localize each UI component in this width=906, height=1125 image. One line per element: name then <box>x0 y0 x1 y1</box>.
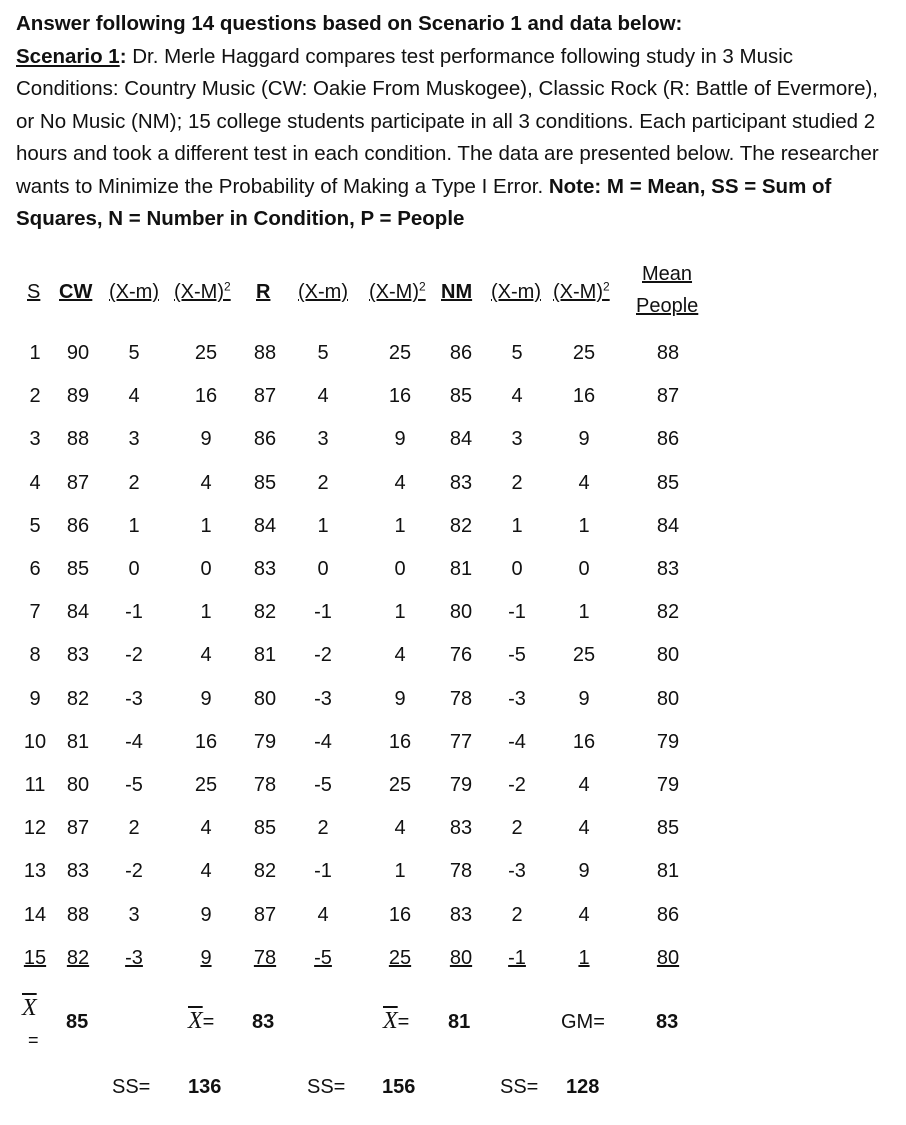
cell-nm-dev: -3 <box>508 860 526 883</box>
cell-subject: 3 <box>29 428 41 451</box>
scenario-colon: : <box>119 44 127 68</box>
cell-r: 87 <box>253 903 277 926</box>
scenario-description <box>16 8 901 236</box>
cell-r: 83 <box>253 558 277 580</box>
cell-nm-dev-sq: 4 <box>578 903 590 926</box>
cell-subject: 7 <box>29 601 41 624</box>
cell-cw: 87 <box>66 471 90 494</box>
cell-nm-dev: -3 <box>508 687 526 710</box>
ss-label-nm: SS= <box>500 1076 539 1098</box>
header-xm2-nm: $(X-M)^2$ <box>553 279 610 303</box>
cell-nm-dev: -4 <box>508 730 526 753</box>
cell-nm-dev-sq: 25 <box>572 644 596 667</box>
cell-nm-dev-sq: 1 <box>578 946 590 969</box>
cell-r-dev-sq: 1 <box>394 860 406 883</box>
cell-cw-dev: 0 <box>128 558 140 580</box>
cell-mean-people: 87 <box>656 385 680 408</box>
cell-cw-dev-sq: 9 <box>200 428 212 451</box>
cell-r-dev-sq: 25 <box>388 774 412 796</box>
cell-cw-dev: -5 <box>125 774 143 796</box>
header-mean: Mean <box>642 263 693 285</box>
cell-nm: 83 <box>449 817 473 840</box>
cell-cw-dev: 2 <box>128 817 140 840</box>
cell-r-dev: -5 <box>314 946 332 969</box>
cell-nm-dev-sq: 9 <box>578 860 590 883</box>
cell-nm-dev: -2 <box>508 774 526 796</box>
mean-nm-value: 81 <box>448 1011 471 1033</box>
mean-nm-label: $\overline{X}=$ <box>383 1008 410 1034</box>
cell-r: 85 <box>253 471 277 494</box>
instructions-heading: Answer following 14 questions based on Scenario 1 and data below: <box>16 12 683 35</box>
cell-nm-dev: 2 <box>511 903 523 926</box>
cell-r: 82 <box>253 601 277 624</box>
cell-mean-people: 84 <box>656 514 680 537</box>
cell-cw: 81 <box>66 730 90 753</box>
cell-cw-dev-sq: 9 <box>200 946 212 969</box>
cell-subject: 6 <box>29 558 41 580</box>
cell-r-dev: 0 <box>317 558 329 580</box>
mean-equals-cw: = <box>28 1030 39 1050</box>
cell-r-dev-sq: 16 <box>388 730 412 753</box>
cell-cw-dev: 3 <box>128 428 140 451</box>
cell-mean-people: 79 <box>656 730 680 753</box>
cell-nm-dev: -1 <box>508 601 526 624</box>
cell-r-dev: 4 <box>317 903 329 926</box>
ss-label-cw: SS= <box>112 1076 151 1098</box>
cell-r-dev: 2 <box>317 471 329 494</box>
cell-cw: 88 <box>66 428 90 451</box>
cell-nm-dev-sq: 4 <box>578 774 590 796</box>
cell-cw-dev-sq: 1 <box>200 514 212 537</box>
cell-cw-dev-sq: 25 <box>194 774 218 796</box>
ss-r-value: 156 <box>382 1076 416 1098</box>
cell-nm: 83 <box>449 471 473 494</box>
cell-r: 78 <box>253 946 277 969</box>
cell-nm-dev-sq: 9 <box>578 687 590 710</box>
cell-subject: 2 <box>29 385 41 408</box>
cell-r-dev: -3 <box>314 687 332 710</box>
cell-nm-dev-sq: 1 <box>578 514 590 537</box>
cell-cw-dev-sq: 4 <box>200 471 212 494</box>
header-nm: NM <box>441 281 473 303</box>
cell-r: 88 <box>253 342 277 364</box>
cell-r-dev-sq: 1 <box>394 601 406 624</box>
cell-r: 87 <box>253 385 277 408</box>
cell-cw-dev-sq: 25 <box>194 342 218 364</box>
cell-cw-dev-sq: 4 <box>200 817 212 840</box>
cell-nm-dev: 4 <box>511 385 523 408</box>
cell-subject: 12 <box>23 817 47 840</box>
cell-r-dev-sq: 25 <box>388 342 412 364</box>
cell-nm-dev-sq: 25 <box>572 342 596 364</box>
cell-nm-dev: 5 <box>511 342 523 364</box>
cell-cw: 80 <box>66 774 90 796</box>
header-xm-cw: (X-m) <box>109 281 159 303</box>
cell-cw: 87 <box>66 817 90 840</box>
cell-subject: 8 <box>29 644 41 667</box>
cell-nm: 80 <box>449 601 473 624</box>
cell-cw-dev: 4 <box>128 385 140 408</box>
cell-mean-people: 86 <box>656 903 680 926</box>
cell-r: 81 <box>253 644 277 667</box>
cell-mean-people: 80 <box>656 687 680 710</box>
cell-cw-dev: 3 <box>128 903 140 926</box>
cell-r: 84 <box>253 514 277 537</box>
cell-mean-people: 79 <box>656 774 680 796</box>
scenario-text: Dr. Merle Haggard compares test performance following study in 3 Music Conditions: Country Music (CW: Oakie From Muskogee), Classic Rock (R: Battle of Evermore), or No Music (NM); 15 college students participate in all 3 conditions. Each participant studied 2 hours and took a different test in each condition. The data are presented below. The researcher wants to Minimize the Probability of Making a Type I Error. <box>16 44 879 198</box>
header-xm2-r: $(X-M)^2$ <box>369 279 426 303</box>
cell-nm: 83 <box>449 903 473 926</box>
grand-mean-value: 83 <box>656 1011 679 1033</box>
cell-nm-dev: 0 <box>511 558 523 580</box>
ss-nm-value: 128 <box>566 1076 600 1098</box>
cell-cw-dev-sq: 4 <box>200 644 212 667</box>
cell-mean-people: 83 <box>656 558 680 580</box>
cell-r-dev-sq: 1 <box>394 514 406 537</box>
cell-r-dev: -1 <box>314 601 332 624</box>
cell-cw: 82 <box>66 687 90 710</box>
cell-cw-dev: -2 <box>125 860 143 883</box>
cell-nm-dev-sq: 16 <box>572 730 596 753</box>
cell-r-dev: -4 <box>314 730 332 753</box>
cell-nm-dev-sq: 0 <box>578 558 590 580</box>
cell-r-dev: 3 <box>317 428 329 451</box>
cell-r-dev: 5 <box>317 342 329 364</box>
cell-cw-dev: 2 <box>128 471 140 494</box>
cell-nm-dev-sq: 9 <box>578 428 590 451</box>
cell-nm-dev: -5 <box>508 644 526 667</box>
cell-subject: 13 <box>23 860 47 883</box>
cell-cw-dev-sq: 9 <box>200 687 212 710</box>
cell-nm-dev-sq: 4 <box>578 471 590 494</box>
cell-r-dev-sq: 16 <box>388 903 412 926</box>
cell-cw: 82 <box>66 946 90 969</box>
cell-subject: 10 <box>23 730 47 753</box>
cell-cw: 84 <box>66 601 90 624</box>
cell-subject: 14 <box>23 903 47 926</box>
cell-mean-people: 80 <box>656 946 680 969</box>
cell-mean-people: 85 <box>656 471 680 494</box>
cell-r: 85 <box>253 817 277 840</box>
cell-cw: 85 <box>66 558 90 580</box>
mean-r-value: 83 <box>252 1011 275 1033</box>
cell-nm: 81 <box>449 558 473 580</box>
cell-r-dev: -2 <box>314 644 332 667</box>
cell-r-dev-sq: 16 <box>388 385 412 408</box>
ss-cw-value: 136 <box>188 1076 222 1098</box>
cell-cw-dev: -2 <box>125 644 143 667</box>
cell-nm: 77 <box>449 730 473 753</box>
grand-mean-label: GM= <box>561 1011 605 1033</box>
cell-subject: 4 <box>29 471 41 494</box>
cell-cw: 88 <box>66 903 90 926</box>
cell-nm-dev: 1 <box>511 514 523 537</box>
cell-cw-dev-sq: 16 <box>194 385 218 408</box>
cell-nm: 76 <box>449 644 473 667</box>
cell-r-dev-sq: 4 <box>394 817 406 840</box>
cell-r-dev: 1 <box>317 514 329 537</box>
header-cw: CW <box>59 281 93 303</box>
cell-cw-dev: -3 <box>125 687 143 710</box>
cell-cw: 83 <box>66 860 90 883</box>
cell-r-dev-sq: 9 <box>394 428 406 451</box>
cell-nm-dev-sq: 1 <box>578 601 590 624</box>
cell-cw-dev-sq: 1 <box>200 601 212 624</box>
cell-subject: 15 <box>23 946 47 969</box>
cell-r: 82 <box>253 860 277 883</box>
cell-cw-dev: 5 <box>128 342 140 364</box>
header-people: People <box>636 295 699 317</box>
cell-r-dev: -1 <box>314 860 332 883</box>
header-r: R <box>256 281 271 303</box>
header-xm2-cw: $(X-M)^2$ <box>174 279 231 303</box>
cell-r-dev: -5 <box>314 774 332 796</box>
cell-nm: 79 <box>449 774 473 796</box>
cell-cw: 90 <box>66 342 90 364</box>
cell-r: 86 <box>253 428 277 451</box>
cell-r-dev-sq: 25 <box>388 946 412 969</box>
cell-mean-people: 80 <box>656 644 680 667</box>
cell-subject: 1 <box>29 342 41 364</box>
cell-subject: 5 <box>29 514 41 537</box>
mean-symbol-cw: $\overline{X}$ <box>22 995 37 1021</box>
scenario-paragraph <box>16 41 901 236</box>
mean-r-label: $\overline{X}=$ <box>188 1008 215 1034</box>
cell-r-dev-sq: 4 <box>394 644 406 667</box>
cell-nm: 78 <box>449 687 473 710</box>
cell-cw-dev: -4 <box>125 730 143 753</box>
cell-nm: 84 <box>449 428 473 451</box>
cell-nm: 78 <box>449 860 473 883</box>
header-s: S <box>27 281 41 303</box>
cell-cw-dev: -1 <box>125 601 143 624</box>
scenario-note: Note: M = Mean, SS = Sum of Squares, N = Number in Condition, P = People <box>16 174 832 230</box>
cell-nm-dev-sq: 4 <box>578 817 590 840</box>
cell-cw-dev-sq: 9 <box>200 903 212 926</box>
cell-r-dev-sq: 9 <box>394 687 406 710</box>
cell-cw: 83 <box>66 644 90 667</box>
cell-cw-dev: 1 <box>128 514 140 537</box>
cell-nm-dev: 2 <box>511 817 523 840</box>
cell-cw-dev-sq: 16 <box>194 730 218 753</box>
cell-mean-people: 85 <box>656 817 680 840</box>
cell-cw: 89 <box>66 385 90 408</box>
cell-r: 79 <box>253 730 277 753</box>
mean-cw-value: 85 <box>66 1011 89 1033</box>
cell-cw-dev: -3 <box>125 946 143 969</box>
cell-nm-dev: 2 <box>511 471 523 494</box>
cell-cw-dev-sq: 4 <box>200 860 212 883</box>
cell-r-dev-sq: 4 <box>394 471 406 494</box>
scenario-label: Scenario 1 <box>16 44 120 68</box>
cell-mean-people: 82 <box>656 601 680 624</box>
ss-label-r: SS= <box>307 1076 346 1098</box>
cell-r-dev: 4 <box>317 385 329 408</box>
cell-nm: 86 <box>449 342 473 364</box>
cell-r-dev-sq: 0 <box>394 558 406 580</box>
cell-nm: 80 <box>449 946 473 969</box>
cell-nm: 82 <box>449 514 473 537</box>
cell-nm-dev-sq: 16 <box>572 385 596 408</box>
cell-r-dev: 2 <box>317 817 329 840</box>
cell-mean-people: 81 <box>656 860 680 883</box>
cell-subject: 11 <box>24 774 46 796</box>
header-xm-nm: (X-m) <box>491 281 541 303</box>
header-xm-r: (X-m) <box>298 281 348 303</box>
cell-subject: 9 <box>29 687 41 710</box>
cell-nm-dev: -1 <box>508 946 526 969</box>
cell-mean-people: 86 <box>656 428 680 451</box>
cell-r: 78 <box>253 774 277 796</box>
cell-cw: 86 <box>66 514 90 537</box>
cell-nm-dev: 3 <box>511 428 523 451</box>
cell-mean-people: 88 <box>656 342 680 364</box>
cell-cw-dev-sq: 0 <box>200 558 212 580</box>
cell-r: 80 <box>253 687 277 710</box>
cell-nm: 85 <box>449 385 473 408</box>
